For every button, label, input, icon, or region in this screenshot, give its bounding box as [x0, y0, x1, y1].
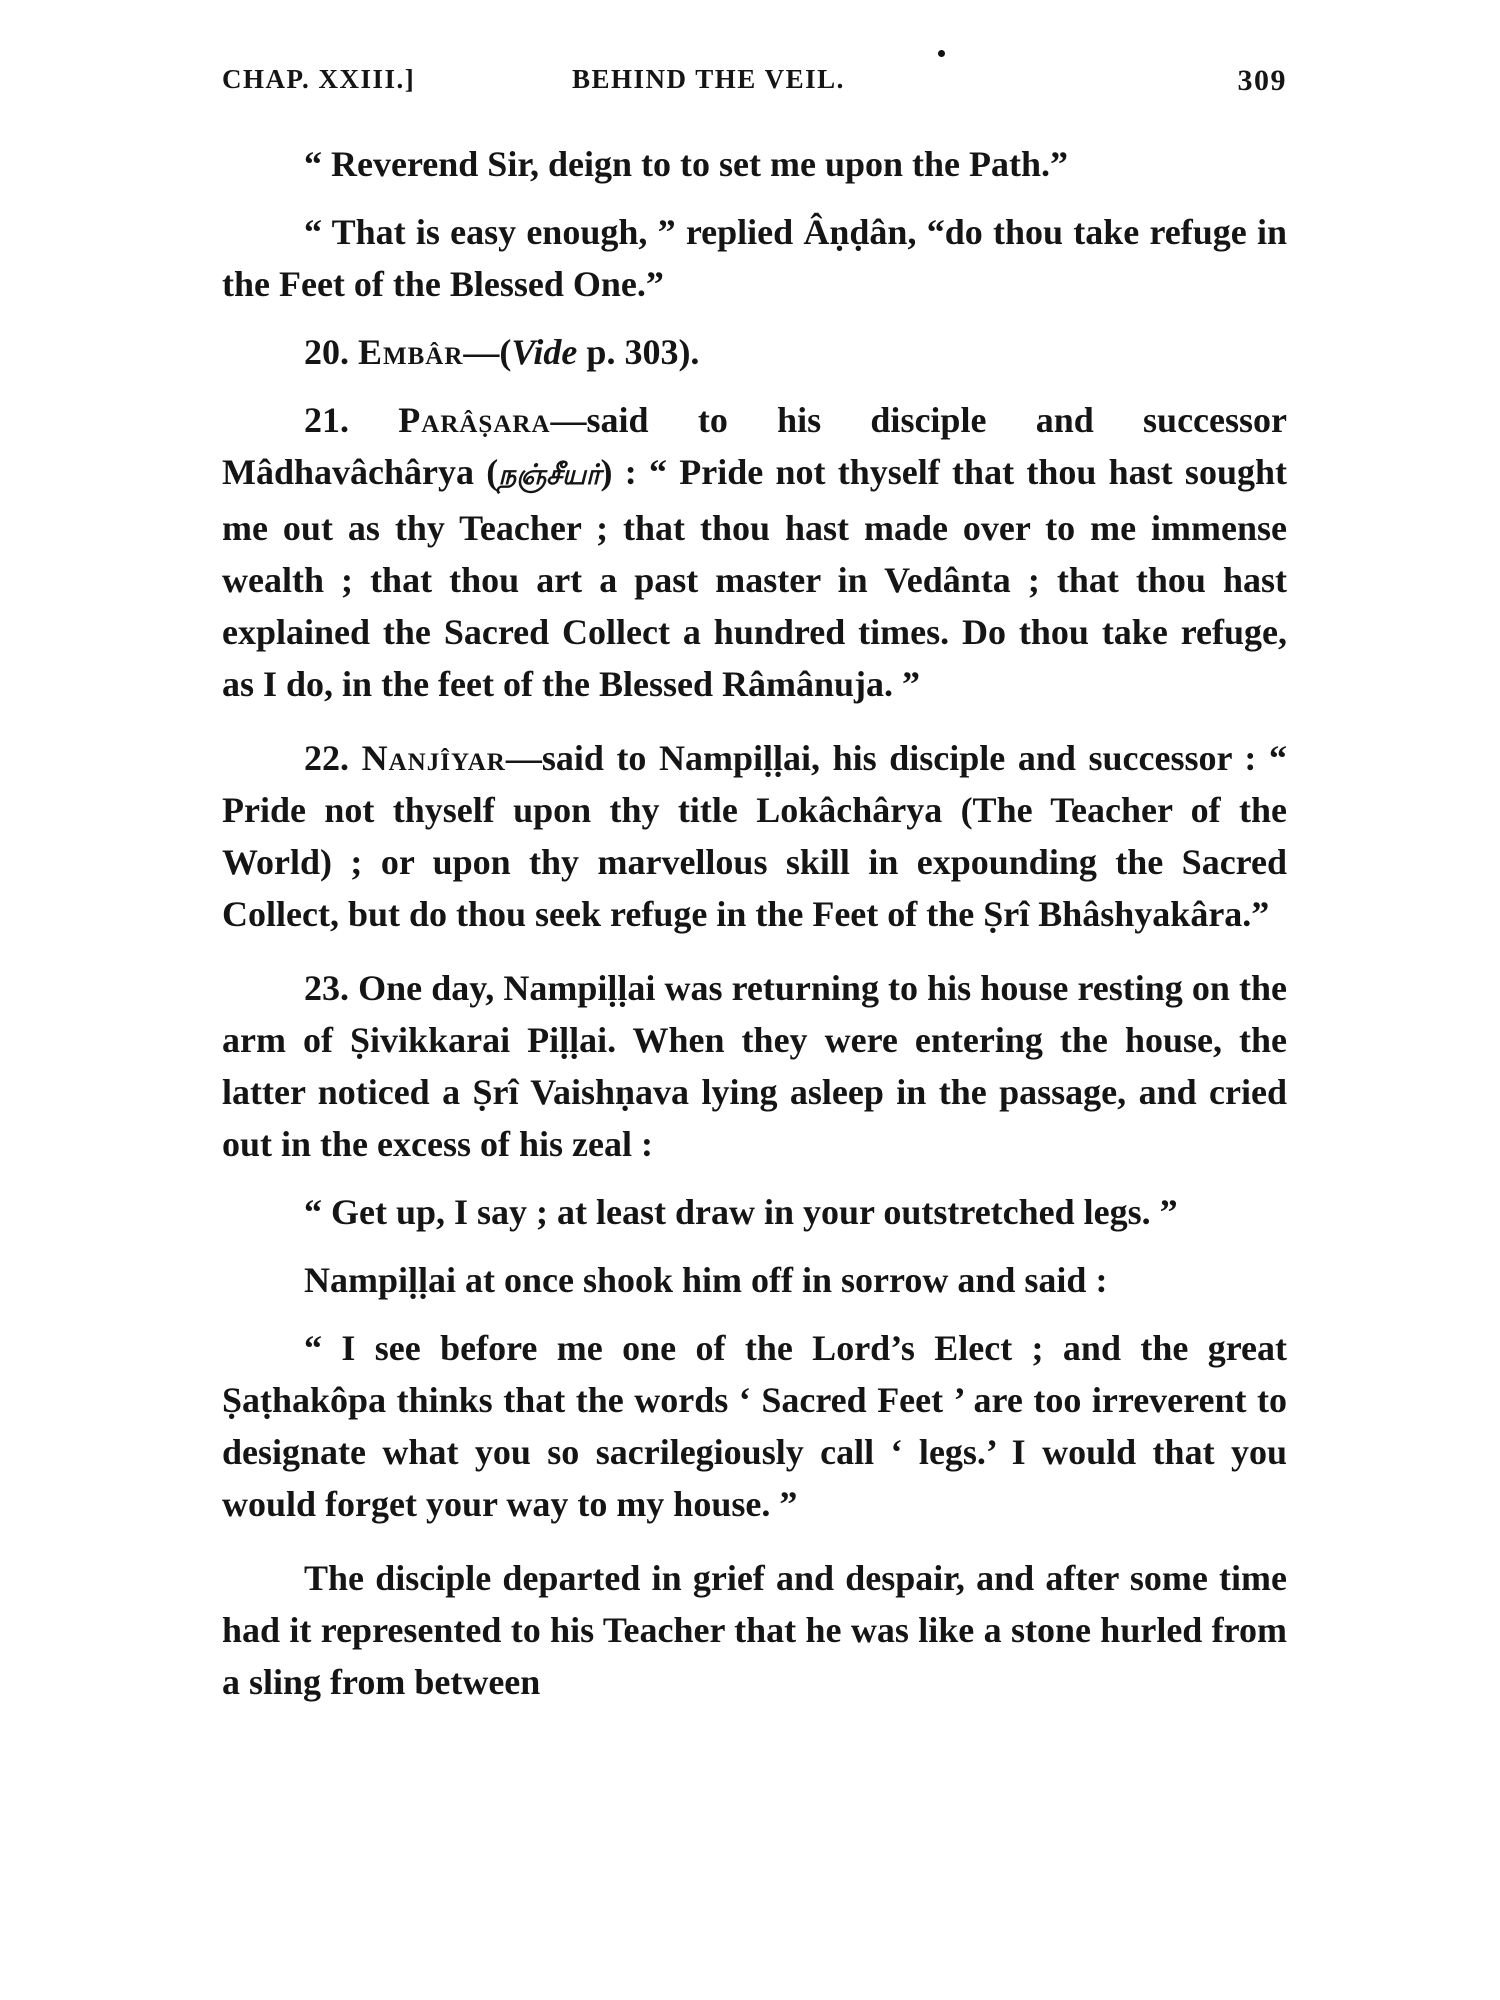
entry-number: 20.	[304, 332, 349, 372]
paragraph-nanjiyar	[222, 732, 1287, 940]
ink-speck	[938, 50, 945, 57]
paragraph-shook-off: Nampiḷḷai at once shook him off in sorrow and said :	[304, 1260, 1108, 1300]
paragraph-reverend-sir: “ Reverend Sir, deign to to set me upon the Path.”	[304, 144, 1068, 184]
vide-reference: Vide	[511, 332, 578, 372]
entry-name: Embâr	[358, 332, 464, 372]
paragraph-nampillai: 23. One day, Nampiḷḷai was returning to his house resting on the arm of Ṣivikkarai Piḷḷai. When they were entering the house, the latter noticed a Ṣrî Vaishṇava lying asleep in the passage, and cried out in the excess of his zeal :	[222, 968, 1287, 1164]
entry-number: 21.	[304, 400, 349, 440]
entry-name: Nanjîyar	[361, 738, 506, 778]
paragraph-parasara	[222, 394, 1287, 710]
body-text	[222, 138, 1287, 1730]
entry-number: 22.	[304, 738, 349, 778]
paragraph-embar: 20. Embâr—(Vide p. 303).	[304, 332, 700, 372]
page-reference: p. 303).	[586, 332, 700, 372]
chapter-label: CHAP. XXIII.]	[222, 64, 416, 94]
paragraph-andan-reply: “ That is easy enough, ” replied Âṇḍân, “do thou take refuge in the Feet of the Blessed One.”	[222, 212, 1287, 304]
paragraph-disciple-departed: The disciple departed in grief and despair, and after some time had it represented to his Teacher that he was like a stone hurled from a sling from between	[222, 1558, 1287, 1702]
entry-text: —said to Nampiḷḷai, his disciple and successor : “ Pride not thyself upon thy title Lokâchârya (The Teacher of the World) ; or upon thy marvellous skill in expounding the Sacred Collect, but do thou seek refuge in the Feet of the Ṣrî Bhâshyakâra.”	[222, 738, 1288, 934]
tamil-script: நஞ்சீயர்	[498, 460, 601, 491]
running-head	[222, 64, 1287, 104]
running-title: BEHIND THE VEIL.	[572, 64, 845, 94]
paragraph-lords-elect: “ I see before me one of the Lord’s Elect ; and the great Ṣaṭhakôpa thinks that the words ‘ Sacred Feet ’ are too irreverent to designate what you so sacrilegiously call ‘ legs.’ I would that you would forget your way to my house. ”	[222, 1328, 1287, 1524]
entry-name: Parâṣara	[398, 400, 551, 440]
entry-text-a: —said to his disciple and successor Mâdhavâchârya (	[222, 400, 1287, 492]
entry-text-b: ) : “ Pride not thyself that thou hast sought me out as thy Teacher ; that thou hast made over to me immense wealth ; that thou art a past master in Vedânta ; that thou hast explained the Sacred Collect a hundred times. Do thou take refuge, as I do, in the feet of the Blessed Râmânuja. ”	[222, 452, 1287, 704]
paragraph-get-up: “ Get up, I say ; at least draw in your outstretched legs. ”	[304, 1192, 1178, 1232]
page-number: 309	[1237, 64, 1287, 97]
